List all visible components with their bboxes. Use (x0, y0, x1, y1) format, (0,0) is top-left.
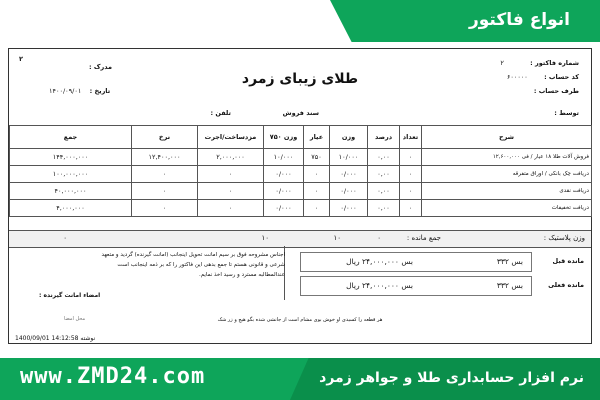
row-rate: ۰ (132, 200, 198, 217)
row-description: دریافت چک بانکی / اوراق متفرقه (422, 166, 592, 183)
footer-slogan: نرم افزار حسابداری طلا و جواهر زمرد (319, 370, 584, 386)
current-balance-row (285, 274, 592, 296)
row-weight-750: ۰/۰۰۰ (264, 200, 304, 217)
row-wage: ۰ (198, 166, 264, 183)
column-header: تعداد (400, 126, 422, 149)
previous-balance-weight: بس ۳۳۲ (496, 257, 523, 266)
row-description: فروش آلات طلا ۱۸ عیار / فی ۱۲,۶۰۰,۰۰۰ (422, 149, 592, 166)
date-label: تاریخ : (89, 87, 111, 95)
row-weight-750: ۰/۰۰۰ (264, 183, 304, 200)
column-header: شرح (422, 126, 592, 149)
current-balance-amount: بس ۲۴,۰۰۰,۰۰۰ ریال (346, 281, 413, 290)
terms-line: عندالمطالبه مسترد و رسید اخذ نمایم. (198, 272, 285, 278)
row-weight: ۰/۰۰۰ (330, 166, 368, 183)
previous-balance-label: مانده قبل (552, 257, 584, 265)
row-total: ۴۰,۰۰۰,۰۰۰ (10, 183, 132, 200)
row-total: ۱۰۰,۰۰۰,۰۰۰ (10, 166, 132, 183)
signature-area: محل امضا (64, 316, 86, 322)
terms-line: شرعی و قانونی هستم تا جمع بدهی این فاکتور را که بر ذمه اینجانب است (117, 262, 285, 268)
shop-name: طلای زیبای زمرد (241, 71, 359, 87)
invoice-footer-note: هر قطعه را کسیدی او خوش بوی مشام است از جانشی شده بگو هیچ و زر شک (217, 317, 383, 323)
row-karat: ۷۵۰ (304, 149, 330, 166)
totals-label: جمع مانده : (406, 234, 441, 242)
invoice-date (49, 87, 110, 95)
row-weight: ۱۰/۰۰۰ (330, 149, 368, 166)
page-number: ۲ (19, 55, 23, 63)
weight-750-total: ۱۰ (261, 234, 269, 242)
invoice-bottom (9, 246, 591, 326)
row-description: دریافت تخفیفات (422, 200, 592, 217)
invoice-sheet (8, 48, 592, 344)
row-percent: ۰,۰۰ (368, 200, 400, 217)
previous-balance-row (285, 250, 592, 272)
document-label: مدرک : (89, 63, 113, 71)
row-wage: ۲,۰۰۰,۰۰۰ (198, 149, 264, 166)
row-karat: ۰ (304, 200, 330, 217)
row-weight-750: ۱۰/۰۰۰ (264, 149, 304, 166)
row-percent: ۰,۰۰ (368, 183, 400, 200)
row-percent: ۰,۰۰ (368, 166, 400, 183)
row-description: دریافت نقدی (422, 183, 592, 200)
document-type: سند فروش (282, 109, 319, 117)
account-code-label: کد حساب : (544, 73, 579, 81)
plastic-weight-label: وزن پلاستیک : (543, 234, 585, 242)
invoice-number (500, 59, 579, 67)
invoice-number-value: ۲ (500, 59, 504, 67)
page-title: انواع فاکتور (468, 10, 570, 30)
current-balance-weight: بس ۳۳۲ (496, 281, 523, 290)
column-header: نرخ (132, 126, 198, 149)
table-header-row (10, 126, 592, 149)
table-row (10, 166, 592, 183)
row-rate: ۰ (132, 183, 198, 200)
row-karat: ۰ (304, 166, 330, 183)
row-wage: ۰ (198, 200, 264, 217)
table-row (10, 200, 592, 217)
account-code-value: ۶۰۰۰۰۰ (506, 73, 528, 81)
percent-total: ۰ (377, 234, 381, 242)
row-weight: ۰/۰۰۰ (330, 183, 368, 200)
weight-total: ۱۰ (333, 234, 341, 242)
column-header: وزن ۷۵۰ (264, 126, 304, 149)
row-weight-750: ۰/۰۰۰ (264, 166, 304, 183)
row-qty: ۰ (400, 200, 422, 217)
column-header: جمع (10, 126, 132, 149)
print-timestamp: نوشته 14:12:58 1400/09/01 (15, 335, 96, 342)
row-weight: ۰/۰۰۰ (330, 200, 368, 217)
column-header: درصد (368, 126, 400, 149)
column-header: وزن (330, 126, 368, 149)
party-label: طرف حساب : (533, 87, 579, 95)
row-rate: ۱۲,۴۰۰,۰۰۰ (132, 149, 198, 166)
table-row (10, 149, 592, 166)
column-header: مزدساخت/اجرت (198, 126, 264, 149)
website-link[interactable]: www.ZMD24.com (20, 364, 206, 389)
row-karat: ۰ (304, 183, 330, 200)
column-header: عیار (304, 126, 330, 149)
previous-balance-box (300, 252, 532, 272)
grand-total: ۰ (63, 234, 67, 242)
invoice-number-label: شماره فاکتور : (530, 59, 579, 67)
row-qty: ۰ (400, 149, 422, 166)
items-table (9, 125, 592, 217)
signature-label: امضاء امانت گیرنده : (39, 292, 101, 299)
current-balance-label: مانده فعلی (548, 281, 584, 289)
row-total: ۴,۰۰۰,۰۰۰ (10, 200, 132, 217)
terms-line: اجناس مشروحه فوق بر سیم امانت تحویل اینجانب (امانت گیرنده) گردید و متعهد (101, 252, 285, 258)
date-value: ۱۴۰۰/۰۹/۰۱ (49, 87, 82, 95)
row-qty: ۰ (400, 166, 422, 183)
by-label: توسط : (554, 109, 579, 117)
row-wage: ۰ (198, 183, 264, 200)
row-rate: ۰ (132, 166, 198, 183)
table-row (10, 183, 592, 200)
phone-label: تلفن : (210, 109, 231, 117)
row-total: ۱۴۴,۰۰۰,۰۰۰ (10, 149, 132, 166)
balance-panel (284, 246, 592, 300)
row-qty: ۰ (400, 183, 422, 200)
terms-notes (15, 250, 285, 280)
previous-balance-amount: بس ۲۴,۰۰۰,۰۰۰ ریال (346, 257, 413, 266)
row-percent: ۰,۰۰ (368, 149, 400, 166)
current-balance-box (300, 276, 532, 296)
